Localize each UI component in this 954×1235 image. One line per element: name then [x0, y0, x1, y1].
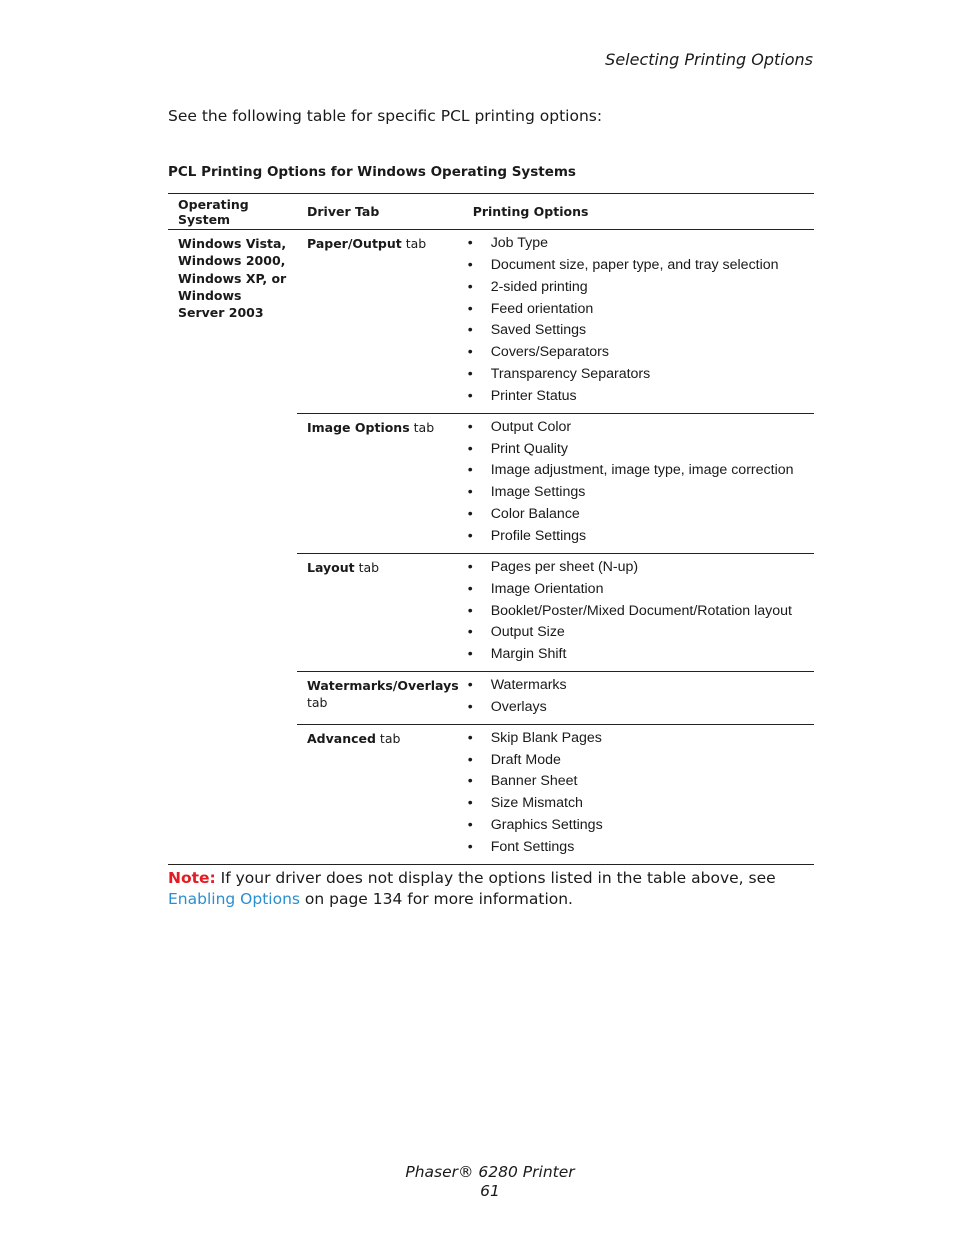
- printing-option-item: • Profile Settings: [465, 526, 814, 548]
- printing-option-item: • Image adjustment, image type, image correction: [465, 460, 814, 482]
- note-text-before: If your driver does not display the options listed in the table above, see: [215, 869, 776, 887]
- printing-option-item: • Margin Shift: [465, 644, 814, 666]
- printing-option-item: • Overlays: [465, 697, 814, 719]
- options-list: [465, 417, 814, 548]
- printing-option-item: • Covers/Separators: [465, 342, 814, 364]
- printing-option-item: • Saved Settings: [465, 320, 814, 342]
- printing-options-cell: [465, 672, 814, 725]
- driver-tab-name: Advanced: [307, 730, 376, 746]
- table-row: [168, 230, 814, 414]
- operating-system-cell: Windows Vista, Windows 2000, Windows XP, or Windows Server 2003: [168, 230, 297, 865]
- driver-tab-cell: [297, 230, 465, 414]
- printing-option-item: • Font Settings: [465, 837, 814, 859]
- printing-option-item: • Size Mismatch: [465, 793, 814, 815]
- driver-tab-cell: [297, 413, 465, 553]
- column-header-driver-tab: Driver Tab: [297, 194, 465, 230]
- printing-options-cell: [465, 230, 814, 414]
- note-text-after: on page 134 for more information.: [299, 890, 573, 908]
- column-header-printing-options: Printing Options: [465, 194, 814, 230]
- driver-tab-cell: [297, 724, 465, 864]
- driver-tab-name: Watermarks/Overlays: [307, 678, 459, 694]
- printing-option-item: • Banner Sheet: [465, 771, 814, 793]
- page-footer: [0, 1163, 954, 1201]
- printing-option-item: • Watermarks: [465, 675, 814, 697]
- table-caption: PCL Printing Options for Windows Operating Systems: [168, 164, 576, 180]
- driver-tab-suffix: tab: [354, 559, 380, 575]
- printing-option-item: • Image Settings: [465, 482, 814, 504]
- printing-options-cell: [465, 413, 814, 553]
- options-list: [465, 675, 814, 719]
- options-list: [465, 557, 814, 666]
- driver-tab-suffix: tab: [409, 419, 435, 435]
- note-paragraph: [168, 868, 808, 910]
- table-body: [168, 230, 814, 865]
- driver-tab-name: Layout: [307, 559, 355, 575]
- printing-options-cell: [465, 724, 814, 864]
- driver-tab-suffix: tab: [307, 695, 328, 711]
- printing-option-item: • Image Orientation: [465, 579, 814, 601]
- column-header-operating-system: Operating System: [168, 194, 297, 230]
- printing-option-item: • Print Quality: [465, 439, 814, 461]
- driver-tab-suffix: tab: [401, 236, 427, 251]
- printing-option-item: • Transparency Separators: [465, 364, 814, 386]
- printing-option-item: • Feed orientation: [465, 299, 814, 321]
- options-list: [465, 728, 814, 859]
- driver-tab-cell: [297, 672, 465, 725]
- pcl-options-table: [168, 193, 814, 865]
- running-header: Selecting Printing Options: [605, 50, 813, 69]
- driver-tab-suffix: tab: [375, 730, 401, 746]
- footer-product-name: Phaser® 6280 Printer: [405, 1163, 575, 1181]
- table-header-row: [168, 194, 814, 230]
- printing-option-item: • Booklet/Poster/Mixed Document/Rotation layout: [465, 601, 814, 623]
- printing-option-item: • Draft Mode: [465, 750, 814, 772]
- driver-tab-name: Image Options: [307, 419, 410, 435]
- driver-tab-name: Paper/Output: [307, 236, 402, 251]
- printing-option-item: • Output Color: [465, 417, 814, 439]
- printing-option-item: • 2-sided printing: [465, 277, 814, 299]
- printing-option-item: • Document size, paper type, and tray selection: [465, 255, 814, 277]
- note-label: Note:: [168, 869, 216, 887]
- printing-option-item: • Printer Status: [465, 386, 814, 408]
- options-list: [465, 233, 814, 408]
- footer-page-number: 61: [480, 1182, 500, 1200]
- enabling-options-link[interactable]: Enabling Options: [168, 890, 300, 908]
- printing-options-cell: [465, 553, 814, 671]
- printing-option-item: • Color Balance: [465, 504, 814, 526]
- printing-option-item: • Output Size: [465, 622, 814, 644]
- printing-option-item: • Job Type: [465, 233, 814, 255]
- intro-paragraph: See the following table for specific PCL printing options:: [168, 107, 603, 125]
- printing-option-item: • Pages per sheet (N-up): [465, 557, 814, 579]
- printing-option-item: • Graphics Settings: [465, 815, 814, 837]
- printing-option-item: • Skip Blank Pages: [465, 728, 814, 750]
- driver-tab-cell: [297, 553, 465, 671]
